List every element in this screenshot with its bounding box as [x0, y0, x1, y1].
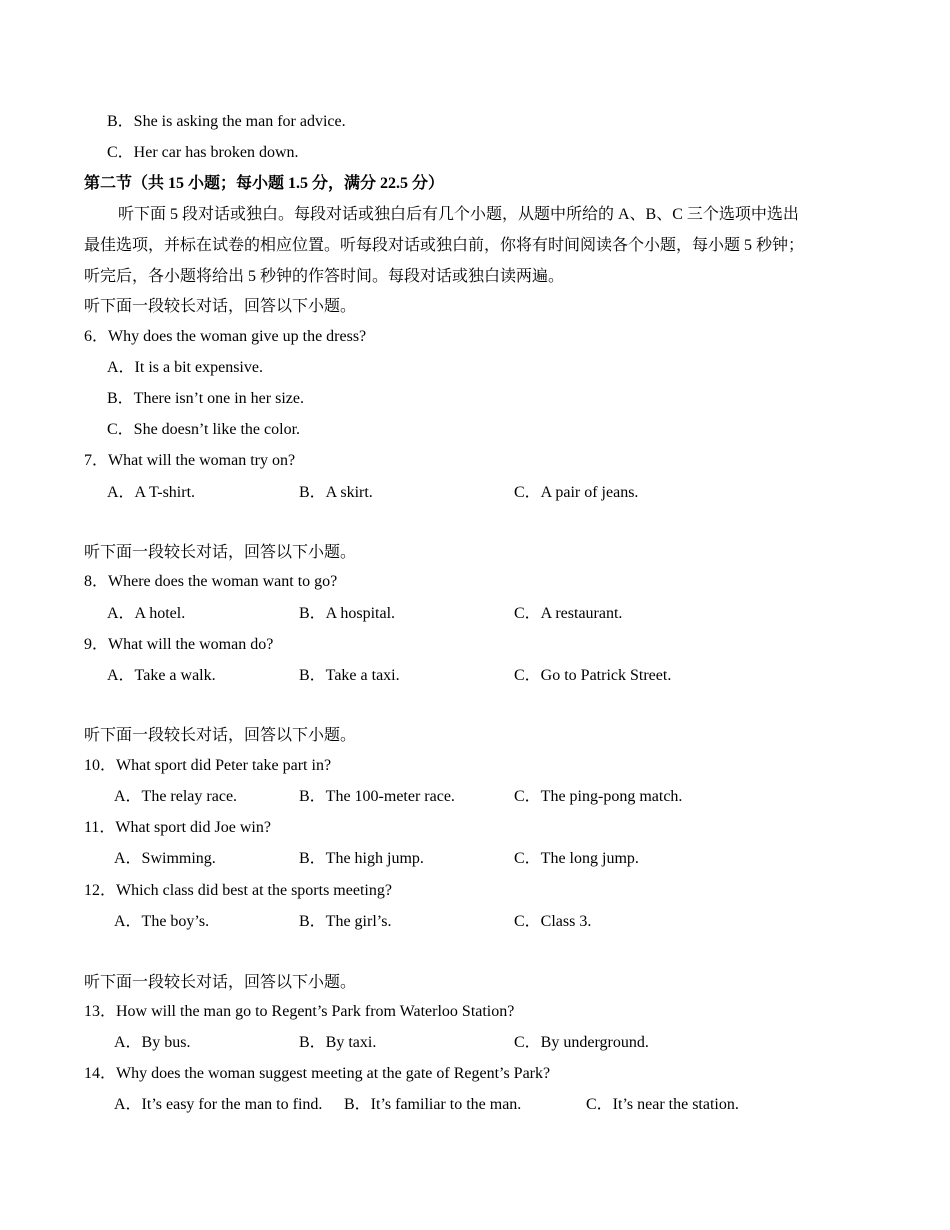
- q11-option-a: A．Swimming.: [114, 850, 216, 867]
- question-10: 10．What sport did Peter take part in?: [84, 757, 332, 774]
- question-12: 12．Which class did best at the sports meeting?: [84, 882, 392, 899]
- q12-option-a: A．The boy’s.: [114, 913, 210, 930]
- q6-option-c: C．She doesn’t like the color.: [107, 421, 301, 438]
- q9-option-c: C．Go to Patrick Street.: [514, 667, 672, 684]
- q11-option-c: C．The long jump.: [514, 850, 639, 867]
- dialogue-intro: 听下面一段较长对话，回答以下小题。: [84, 544, 357, 561]
- q8-option-b: B．A hospital.: [299, 605, 396, 622]
- q11-option-b: B．The high jump.: [299, 850, 424, 867]
- q7-option-b: B．A skirt.: [299, 484, 373, 501]
- q8-option-c: C．A restaurant.: [514, 605, 623, 622]
- question-8: 8．Where does the woman want to go?: [84, 573, 338, 590]
- question-11: 11．What sport did Joe win?: [84, 819, 271, 836]
- q6-option-a: A．It is a bit expensive.: [107, 359, 263, 376]
- dialogue-intro: 听下面一段较长对话，回答以下小题。: [84, 974, 357, 991]
- q13-option-a: A．By bus.: [114, 1034, 191, 1051]
- option-b: B．She is asking the man for advice.: [107, 113, 346, 130]
- q9-option-b: B．Take a taxi.: [299, 667, 400, 684]
- instructions-line-2: 最佳选项，并标在试卷的相应位置。听每段对话或独白前，你将有时间阅读各个小题，每小题 5 秒钟；: [84, 237, 805, 254]
- q10-option-b: B．The 100-meter race.: [299, 788, 455, 805]
- question-6: 6．Why does the woman give up the dress?: [84, 328, 367, 345]
- question-7: 7．What will the woman try on?: [84, 452, 296, 469]
- question-9: 9．What will the woman do?: [84, 636, 274, 653]
- option-c: C．Her car has broken down.: [107, 144, 299, 161]
- question-14: 14．Why does the woman suggest meeting at the gate of Regent’s Park?: [84, 1065, 551, 1082]
- q8-option-a: A．A hotel.: [107, 605, 186, 622]
- q6-option-b: B．There isn’t one in her size.: [107, 390, 304, 407]
- q7-option-c: C．A pair of jeans.: [514, 484, 639, 501]
- section-title: 第二节（共 15 小题；每小题 1.5 分，满分 22.5 分）: [84, 175, 445, 192]
- instructions-line-1: 听下面 5 段对话或独白。每段对话或独白后有几个小题，从题中所给的 A、B、C 三个选项中选出: [118, 206, 799, 223]
- q12-option-c: C．Class 3.: [514, 913, 592, 930]
- question-13: 13．How will the man go to Regent’s Park from Waterloo Station?: [84, 1003, 515, 1020]
- q12-option-b: B．The girl’s.: [299, 913, 392, 930]
- q7-option-a: A．A T-shirt.: [107, 484, 196, 501]
- dialogue-intro: 听下面一段较长对话，回答以下小题。: [84, 727, 357, 744]
- q14-option-a: A．It’s easy for the man to find.: [114, 1096, 323, 1113]
- dialogue-intro: 听下面一段较长对话，回答以下小题。: [84, 298, 357, 315]
- q10-option-a: A．The relay race.: [114, 788, 238, 805]
- q10-option-c: C．The ping-pong match.: [514, 788, 683, 805]
- q14-option-b: B．It’s familiar to the man.: [344, 1096, 522, 1113]
- q14-option-c: C．It’s near the station.: [586, 1096, 739, 1113]
- q9-option-a: A．Take a walk.: [107, 667, 216, 684]
- q13-option-c: C．By underground.: [514, 1034, 649, 1051]
- q13-option-b: B．By taxi.: [299, 1034, 377, 1051]
- instructions-line-3: 听完后，各小题将给出 5 秒钟的作答时间。每段对话或独白读两遍。: [84, 268, 565, 285]
